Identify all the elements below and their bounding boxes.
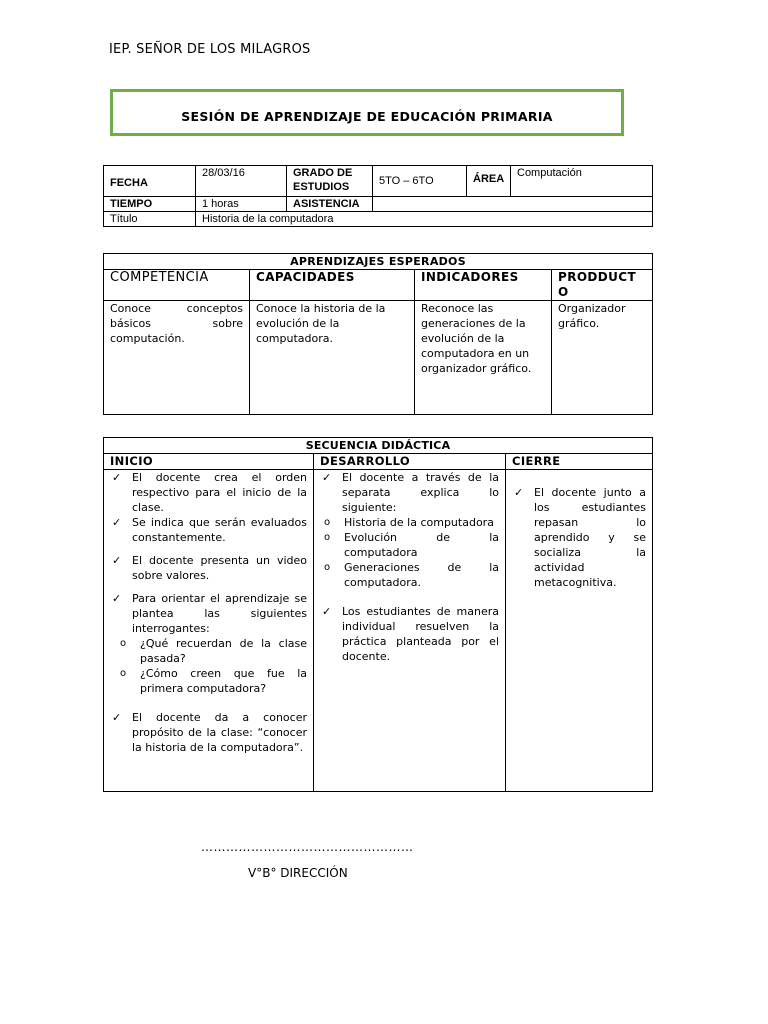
asistencia-value[interactable] — [373, 197, 653, 212]
list-item: o Evolución de la computadora — [324, 531, 499, 559]
list-item: ✓ El docente da a conocer propósito de la clase: “conocer la historia de la computadora”. — [112, 711, 307, 754]
titulo-label: Título — [104, 212, 196, 227]
learning-table — [103, 253, 653, 415]
col-capacidades: CAPACIDADES — [250, 270, 415, 301]
list-item: o Historia de la computadora — [324, 516, 494, 529]
fecha-value: 28/03/16 — [196, 166, 287, 197]
col-competencia: COMPETENCIA — [104, 270, 250, 301]
info-table — [103, 165, 653, 227]
col-producto: PRODDUCTO — [552, 270, 653, 301]
sequence-header: SECUENCIA DIDÁCTICA — [104, 438, 653, 454]
title-box — [110, 89, 624, 136]
list-item: o ¿Cómo creen que fue la primera computadora? — [120, 667, 307, 695]
asistencia-label: ASISTENCIA — [287, 197, 373, 212]
circle-bullet-icon: o — [324, 532, 331, 543]
check-icon: ✓ — [322, 605, 332, 618]
signature-line: …………………………………………… — [201, 840, 414, 854]
list-item: ✓ El docente a través de la separata explica lo siguiente: — [322, 471, 499, 514]
list-item: ✓ El docente junto a los estudiantes repasan lo aprendido y se socializa la actividad metacognitiva. — [514, 486, 646, 589]
list-item: ✓ El docente crea el orden respectivo para el inicio de la clase. — [112, 471, 307, 514]
sequence-table — [103, 437, 653, 792]
cierre-cell — [506, 470, 653, 792]
check-icon: ✓ — [112, 711, 122, 724]
learning-header: APRENDIZAJES ESPERADOS — [104, 254, 653, 270]
check-icon: ✓ — [514, 486, 524, 499]
inicio-cell — [104, 470, 314, 792]
indicadores-cell: Reconoce las generaciones de la evolución de la computadora en un organizador gráfico. — [415, 301, 552, 415]
check-icon: ✓ — [322, 471, 332, 484]
fecha-label: FECHA — [104, 166, 196, 197]
col-indicadores: INDICADORES — [415, 270, 552, 301]
col-desarrollo: DESARROLLO — [314, 454, 506, 470]
list-item: o Generaciones de la computadora. — [324, 561, 499, 589]
area-label: ÁREA — [467, 166, 511, 197]
desarrollo-cell — [314, 470, 506, 792]
tiempo-label: TIEMPO — [104, 197, 196, 212]
list-item: o ¿Qué recuerdan de la clase pasada? — [120, 637, 307, 665]
list-item: ✓ Se indica que serán evaluados constantemente. — [112, 516, 307, 544]
capacidades-cell: Conoce la historia de la evolución de la computadora. — [250, 301, 415, 415]
circle-bullet-icon: o — [120, 668, 127, 679]
check-icon: ✓ — [112, 516, 122, 529]
check-icon: ✓ — [112, 554, 122, 567]
document-title: SESIÓN DE APRENDIZAJE DE EDUCACIÓN PRIMARIA — [181, 109, 553, 124]
list-item: ✓ El docente presenta un video sobre valores. — [112, 554, 307, 582]
competencia-cell: Conoce conceptos básicos sobre computación. — [104, 301, 250, 415]
tiempo-value: 1 horas — [196, 197, 287, 212]
list-item: ✓ Para orientar el aprendizaje se plantea las siguientes interrogantes: — [112, 592, 307, 635]
check-icon: ✓ — [112, 471, 122, 484]
school-name: IEP. SEÑOR DE LOS MILAGROS — [109, 42, 311, 57]
col-inicio: INICIO — [104, 454, 314, 470]
circle-bullet-icon: o — [120, 638, 127, 649]
grado-label: GRADO DE ESTUDIOS — [287, 166, 373, 197]
check-icon: ✓ — [112, 592, 122, 605]
producto-cell: Organizador gráfico. — [552, 301, 653, 415]
list-item: ✓ Los estudiantes de manera individual resuelven la práctica planteada por el docente. — [322, 605, 499, 663]
grado-value: 5TO – 6TO — [373, 166, 467, 197]
circle-bullet-icon: o — [324, 517, 331, 528]
circle-bullet-icon: o — [324, 562, 331, 573]
titulo-value: Historia de la computadora — [196, 212, 653, 227]
col-cierre: CIERRE — [506, 454, 653, 470]
area-value: Computación — [511, 166, 653, 197]
signature-label: V°B° DIRECCIÓN — [248, 866, 348, 880]
